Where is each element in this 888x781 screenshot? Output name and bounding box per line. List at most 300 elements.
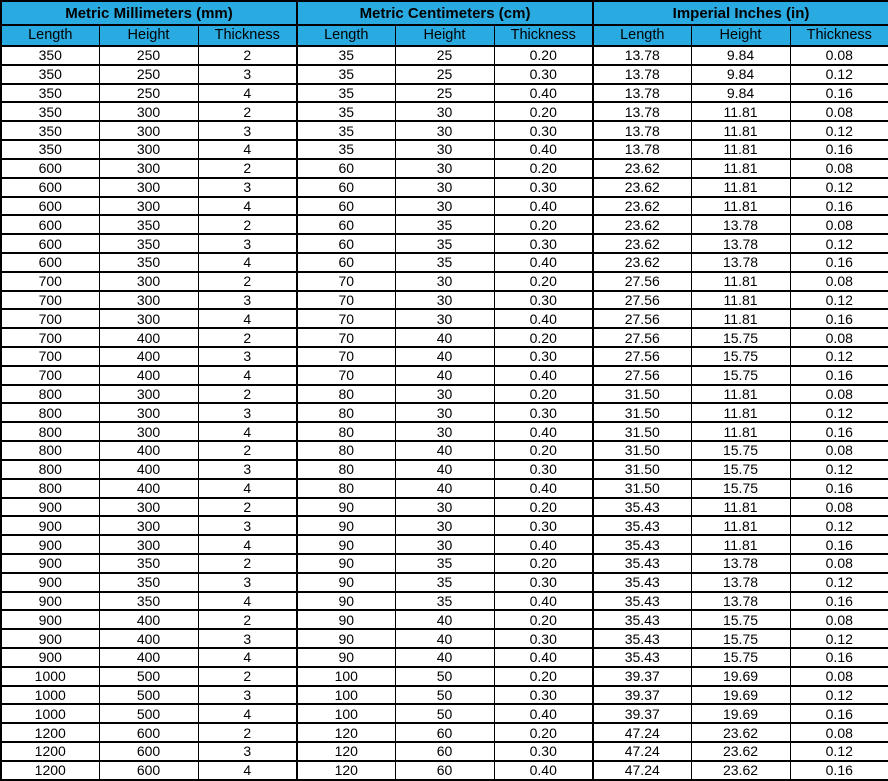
table-cell: 35.43 xyxy=(593,573,691,592)
table-cell: 2 xyxy=(198,610,297,629)
table-cell: 13.78 xyxy=(593,121,691,140)
group-header-metric-cm: Metric Centimeters (cm) xyxy=(297,1,593,25)
table-cell: 15.75 xyxy=(691,610,790,629)
table-cell: 11.81 xyxy=(691,178,790,197)
table-cell: 70 xyxy=(297,272,395,291)
table-row xyxy=(1,159,888,178)
table-cell: 35.43 xyxy=(593,535,691,554)
table-cell: 23.62 xyxy=(691,742,790,761)
table-cell: 90 xyxy=(297,629,395,648)
table-cell: 35 xyxy=(297,84,395,103)
table-cell: 70 xyxy=(297,291,395,310)
table-cell: 35 xyxy=(395,253,494,272)
table-cell: 2 xyxy=(198,46,297,65)
table-cell: 0.08 xyxy=(790,667,888,686)
table-cell: 1000 xyxy=(1,667,99,686)
table-cell: 0.16 xyxy=(790,535,888,554)
table-cell: 0.30 xyxy=(494,460,593,479)
table-cell: 800 xyxy=(1,441,99,460)
table-cell: 90 xyxy=(297,535,395,554)
table-cell: 900 xyxy=(1,535,99,554)
table-cell: 0.08 xyxy=(790,215,888,234)
table-cell: 40 xyxy=(395,328,494,347)
table-cell: 60 xyxy=(297,215,395,234)
table-cell: 90 xyxy=(297,516,395,535)
table-row xyxy=(1,723,888,742)
table-cell: 13.78 xyxy=(593,84,691,103)
table-cell: 30 xyxy=(395,121,494,140)
table-row xyxy=(1,686,888,705)
table-cell: 90 xyxy=(297,648,395,667)
table-cell: 80 xyxy=(297,460,395,479)
table-cell: 50 xyxy=(395,667,494,686)
table-cell: 3 xyxy=(198,347,297,366)
table-cell: 0.08 xyxy=(790,498,888,517)
table-cell: 30 xyxy=(395,159,494,178)
table-cell: 27.56 xyxy=(593,272,691,291)
table-cell: 0.30 xyxy=(494,686,593,705)
table-cell: 0.20 xyxy=(494,328,593,347)
table-cell: 0.08 xyxy=(790,610,888,629)
table-cell: 600 xyxy=(1,178,99,197)
group-header-row xyxy=(1,1,888,25)
table-cell: 30 xyxy=(395,422,494,441)
table-cell: 0.30 xyxy=(494,516,593,535)
group-header-imperial-in: Imperial Inches (in) xyxy=(593,1,888,25)
table-cell: 19.69 xyxy=(691,667,790,686)
column-header-row xyxy=(1,25,888,46)
table-cell: 0.20 xyxy=(494,272,593,291)
table-cell: 15.75 xyxy=(691,479,790,498)
table-cell: 40 xyxy=(395,347,494,366)
table-cell: 11.81 xyxy=(691,159,790,178)
table-cell: 90 xyxy=(297,554,395,573)
table-cell: 11.81 xyxy=(691,140,790,159)
table-cell: 30 xyxy=(395,498,494,517)
table-cell: 27.56 xyxy=(593,328,691,347)
table-cell: 0.30 xyxy=(494,629,593,648)
table-cell: 13.78 xyxy=(593,46,691,65)
table-cell: 40 xyxy=(395,629,494,648)
table-cell: 600 xyxy=(99,723,198,742)
table-cell: 60 xyxy=(395,761,494,780)
table-cell: 4 xyxy=(198,422,297,441)
table-row xyxy=(1,65,888,84)
table-cell: 300 xyxy=(99,291,198,310)
table-cell: 90 xyxy=(297,610,395,629)
table-cell: 15.75 xyxy=(691,629,790,648)
table-cell: 35.43 xyxy=(593,648,691,667)
table-cell: 11.81 xyxy=(691,272,790,291)
table-cell: 11.81 xyxy=(691,516,790,535)
table-cell: 0.40 xyxy=(494,309,593,328)
table-cell: 3 xyxy=(198,121,297,140)
table-cell: 25 xyxy=(395,65,494,84)
table-cell: 900 xyxy=(1,554,99,573)
table-cell: 4 xyxy=(198,309,297,328)
table-cell: 90 xyxy=(297,498,395,517)
table-cell: 60 xyxy=(297,159,395,178)
table-row xyxy=(1,554,888,573)
table-cell: 4 xyxy=(198,535,297,554)
table-cell: 27.56 xyxy=(593,347,691,366)
table-cell: 3 xyxy=(198,65,297,84)
table-cell: 35 xyxy=(395,215,494,234)
table-cell: 23.62 xyxy=(691,761,790,780)
table-row xyxy=(1,704,888,723)
table-cell: 0.40 xyxy=(494,84,593,103)
table-cell: 0.08 xyxy=(790,441,888,460)
table-cell: 100 xyxy=(297,704,395,723)
table-cell: 0.20 xyxy=(494,441,593,460)
table-cell: 0.16 xyxy=(790,197,888,216)
table-cell: 35 xyxy=(297,65,395,84)
table-row xyxy=(1,253,888,272)
table-cell: 900 xyxy=(1,610,99,629)
table-cell: 23.62 xyxy=(691,723,790,742)
table-cell: 0.20 xyxy=(494,46,593,65)
table-cell: 27.56 xyxy=(593,309,691,328)
table-cell: 19.69 xyxy=(691,704,790,723)
table-cell: 700 xyxy=(1,309,99,328)
table-cell: 400 xyxy=(99,648,198,667)
table-cell: 300 xyxy=(99,272,198,291)
table-cell: 35 xyxy=(395,573,494,592)
table-cell: 15.75 xyxy=(691,328,790,347)
table-cell: 25 xyxy=(395,46,494,65)
table-cell: 0.30 xyxy=(494,403,593,422)
table-cell: 47.24 xyxy=(593,742,691,761)
table-cell: 120 xyxy=(297,742,395,761)
table-cell: 30 xyxy=(395,291,494,310)
table-cell: 300 xyxy=(99,197,198,216)
table-cell: 0.12 xyxy=(790,742,888,761)
table-cell: 13.78 xyxy=(593,65,691,84)
table-cell: 2 xyxy=(198,554,297,573)
table-row xyxy=(1,629,888,648)
table-cell: 0.20 xyxy=(494,159,593,178)
table-cell: 11.81 xyxy=(691,422,790,441)
table-row xyxy=(1,573,888,592)
table-cell: 600 xyxy=(1,234,99,253)
table-cell: 0.40 xyxy=(494,422,593,441)
table-row xyxy=(1,234,888,253)
table-cell: 0.20 xyxy=(494,723,593,742)
table-cell: 35 xyxy=(297,121,395,140)
table-cell: 23.62 xyxy=(593,178,691,197)
table-cell: 2 xyxy=(198,328,297,347)
group-header-metric-mm: Metric Millimeters (mm) xyxy=(1,1,297,25)
table-cell: 800 xyxy=(1,479,99,498)
table-cell: 2 xyxy=(198,159,297,178)
table-cell: 11.81 xyxy=(691,197,790,216)
table-cell: 600 xyxy=(1,215,99,234)
table-cell: 23.62 xyxy=(593,253,691,272)
table-cell: 600 xyxy=(1,197,99,216)
table-cell: 3 xyxy=(198,686,297,705)
table-cell: 30 xyxy=(395,197,494,216)
table-cell: 350 xyxy=(99,554,198,573)
table-cell: 80 xyxy=(297,403,395,422)
table-row xyxy=(1,498,888,517)
table-cell: 47.24 xyxy=(593,761,691,780)
table-cell: 3 xyxy=(198,629,297,648)
table-cell: 350 xyxy=(99,234,198,253)
table-cell: 350 xyxy=(1,102,99,121)
table-cell: 350 xyxy=(1,65,99,84)
table-cell: 350 xyxy=(1,46,99,65)
table-cell: 0.40 xyxy=(494,535,593,554)
table-cell: 100 xyxy=(297,667,395,686)
table-cell: 0.16 xyxy=(790,366,888,385)
table-cell: 23.62 xyxy=(593,159,691,178)
table-row xyxy=(1,46,888,65)
table-cell: 35 xyxy=(395,592,494,611)
table-cell: 4 xyxy=(198,84,297,103)
table-cell: 0.12 xyxy=(790,460,888,479)
table-cell: 19.69 xyxy=(691,686,790,705)
table-cell: 0.20 xyxy=(494,215,593,234)
table-cell: 13.78 xyxy=(691,253,790,272)
table-cell: 250 xyxy=(99,65,198,84)
table-cell: 35.43 xyxy=(593,629,691,648)
table-cell: 39.37 xyxy=(593,667,691,686)
table-cell: 27.56 xyxy=(593,291,691,310)
table-cell: 31.50 xyxy=(593,403,691,422)
table-cell: 25 xyxy=(395,84,494,103)
table-cell: 300 xyxy=(99,403,198,422)
table-cell: 0.30 xyxy=(494,573,593,592)
table-cell: 0.40 xyxy=(494,197,593,216)
table-cell: 13.78 xyxy=(691,234,790,253)
table-cell: 0.30 xyxy=(494,291,593,310)
table-cell: 900 xyxy=(1,648,99,667)
table-cell: 30 xyxy=(395,309,494,328)
table-cell: 11.81 xyxy=(691,291,790,310)
table-cell: 0.08 xyxy=(790,554,888,573)
table-cell: 80 xyxy=(297,385,395,404)
table-cell: 9.84 xyxy=(691,65,790,84)
table-cell: 50 xyxy=(395,704,494,723)
table-row xyxy=(1,328,888,347)
table-cell: 300 xyxy=(99,385,198,404)
table-cell: 0.30 xyxy=(494,178,593,197)
table-cell: 400 xyxy=(99,347,198,366)
table-cell: 0.40 xyxy=(494,479,593,498)
table-row xyxy=(1,742,888,761)
table-cell: 3 xyxy=(198,516,297,535)
table-cell: 700 xyxy=(1,328,99,347)
table-cell: 0.20 xyxy=(494,554,593,573)
table-row xyxy=(1,102,888,121)
table-cell: 300 xyxy=(99,422,198,441)
table-cell: 2 xyxy=(198,498,297,517)
table-cell: 35 xyxy=(297,102,395,121)
table-cell: 2 xyxy=(198,215,297,234)
table-cell: 11.81 xyxy=(691,535,790,554)
table-cell: 70 xyxy=(297,347,395,366)
table-cell: 0.16 xyxy=(790,704,888,723)
table-cell: 800 xyxy=(1,460,99,479)
table-cell: 700 xyxy=(1,291,99,310)
table-cell: 800 xyxy=(1,403,99,422)
table-cell: 3 xyxy=(198,291,297,310)
table-cell: 0.16 xyxy=(790,422,888,441)
table-cell: 4 xyxy=(198,253,297,272)
table-cell: 400 xyxy=(99,328,198,347)
table-cell: 4 xyxy=(198,704,297,723)
table-cell: 4 xyxy=(198,479,297,498)
table-cell: 70 xyxy=(297,328,395,347)
table-cell: 60 xyxy=(297,234,395,253)
table-cell: 4 xyxy=(198,366,297,385)
table-cell: 0.08 xyxy=(790,328,888,347)
table-cell: 31.50 xyxy=(593,479,691,498)
table-cell: 2 xyxy=(198,102,297,121)
table-cell: 13.78 xyxy=(691,592,790,611)
table-cell: 11.81 xyxy=(691,385,790,404)
table-cell: 0.12 xyxy=(790,686,888,705)
table-cell: 700 xyxy=(1,366,99,385)
col-header-cm-height: Height xyxy=(395,25,494,46)
table-cell: 0.40 xyxy=(494,253,593,272)
table-cell: 300 xyxy=(99,140,198,159)
table-cell: 4 xyxy=(198,648,297,667)
table-cell: 350 xyxy=(99,253,198,272)
table-cell: 23.62 xyxy=(593,197,691,216)
table-cell: 47.24 xyxy=(593,723,691,742)
table-cell: 900 xyxy=(1,573,99,592)
table-cell: 31.50 xyxy=(593,441,691,460)
table-cell: 35.43 xyxy=(593,554,691,573)
table-cell: 13.78 xyxy=(593,102,691,121)
table-cell: 9.84 xyxy=(691,84,790,103)
table-cell: 400 xyxy=(99,441,198,460)
table-cell: 40 xyxy=(395,366,494,385)
col-header-cm-length: Length xyxy=(297,25,395,46)
col-header-mm-height: Height xyxy=(99,25,198,46)
table-cell: 2 xyxy=(198,272,297,291)
table-cell: 0.20 xyxy=(494,385,593,404)
table-cell: 1200 xyxy=(1,761,99,780)
table-cell: 70 xyxy=(297,309,395,328)
table-cell: 60 xyxy=(395,723,494,742)
table-cell: 400 xyxy=(99,610,198,629)
table-cell: 4 xyxy=(198,140,297,159)
table-cell: 350 xyxy=(1,84,99,103)
table-cell: 0.30 xyxy=(494,347,593,366)
table-row xyxy=(1,197,888,216)
table-row xyxy=(1,178,888,197)
table-cell: 0.40 xyxy=(494,366,593,385)
table-cell: 0.30 xyxy=(494,742,593,761)
table-cell: 40 xyxy=(395,610,494,629)
table-row xyxy=(1,535,888,554)
table-cell: 300 xyxy=(99,159,198,178)
table-cell: 500 xyxy=(99,686,198,705)
table-cell: 0.12 xyxy=(790,178,888,197)
col-header-cm-thickness: Thickness xyxy=(494,25,593,46)
table-cell: 700 xyxy=(1,272,99,291)
table-cell: 15.75 xyxy=(691,441,790,460)
table-cell: 11.81 xyxy=(691,403,790,422)
table-cell: 120 xyxy=(297,723,395,742)
table-cell: 350 xyxy=(99,573,198,592)
table-cell: 2 xyxy=(198,667,297,686)
table-cell: 900 xyxy=(1,498,99,517)
table-cell: 35 xyxy=(395,554,494,573)
table-cell: 100 xyxy=(297,686,395,705)
table-cell: 3 xyxy=(198,403,297,422)
table-cell: 600 xyxy=(1,253,99,272)
table-cell: 120 xyxy=(297,761,395,780)
table-cell: 40 xyxy=(395,648,494,667)
table-cell: 400 xyxy=(99,479,198,498)
table-cell: 1200 xyxy=(1,723,99,742)
table-cell: 60 xyxy=(297,197,395,216)
table-cell: 3 xyxy=(198,460,297,479)
table-cell: 13.78 xyxy=(691,215,790,234)
table-row xyxy=(1,460,888,479)
table-cell: 0.16 xyxy=(790,592,888,611)
table-cell: 700 xyxy=(1,347,99,366)
table-cell: 0.08 xyxy=(790,159,888,178)
table-cell: 3 xyxy=(198,573,297,592)
table-row xyxy=(1,592,888,611)
col-header-in-length: Length xyxy=(593,25,691,46)
table-cell: 0.12 xyxy=(790,234,888,253)
table-cell: 15.75 xyxy=(691,347,790,366)
table-cell: 350 xyxy=(99,592,198,611)
table-cell: 27.56 xyxy=(593,366,691,385)
col-header-in-height: Height xyxy=(691,25,790,46)
table-cell: 13.78 xyxy=(593,140,691,159)
table-cell: 30 xyxy=(395,535,494,554)
table-cell: 0.40 xyxy=(494,761,593,780)
table-cell: 300 xyxy=(99,178,198,197)
table-cell: 80 xyxy=(297,479,395,498)
table-cell: 11.81 xyxy=(691,498,790,517)
table-cell: 1200 xyxy=(1,742,99,761)
table-cell: 0.12 xyxy=(790,573,888,592)
table-cell: 900 xyxy=(1,516,99,535)
table-cell: 2 xyxy=(198,723,297,742)
table-cell: 15.75 xyxy=(691,460,790,479)
table-cell: 0.20 xyxy=(494,610,593,629)
table-cell: 70 xyxy=(297,366,395,385)
table-cell: 2 xyxy=(198,385,297,404)
table-cell: 400 xyxy=(99,366,198,385)
table-cell: 23.62 xyxy=(593,234,691,253)
table-cell: 1000 xyxy=(1,686,99,705)
table-cell: 250 xyxy=(99,84,198,103)
table-cell: 0.08 xyxy=(790,272,888,291)
table-cell: 13.78 xyxy=(691,573,790,592)
table-cell: 60 xyxy=(395,742,494,761)
table-cell: 300 xyxy=(99,121,198,140)
table-cell: 30 xyxy=(395,102,494,121)
table-cell: 600 xyxy=(1,159,99,178)
table-cell: 3 xyxy=(198,178,297,197)
table-cell: 0.16 xyxy=(790,84,888,103)
table-cell: 800 xyxy=(1,422,99,441)
table-cell: 23.62 xyxy=(593,215,691,234)
table-cell: 0.16 xyxy=(790,309,888,328)
table-cell: 30 xyxy=(395,272,494,291)
table-body xyxy=(1,46,888,780)
table-cell: 0.08 xyxy=(790,385,888,404)
table-cell: 31.50 xyxy=(593,385,691,404)
